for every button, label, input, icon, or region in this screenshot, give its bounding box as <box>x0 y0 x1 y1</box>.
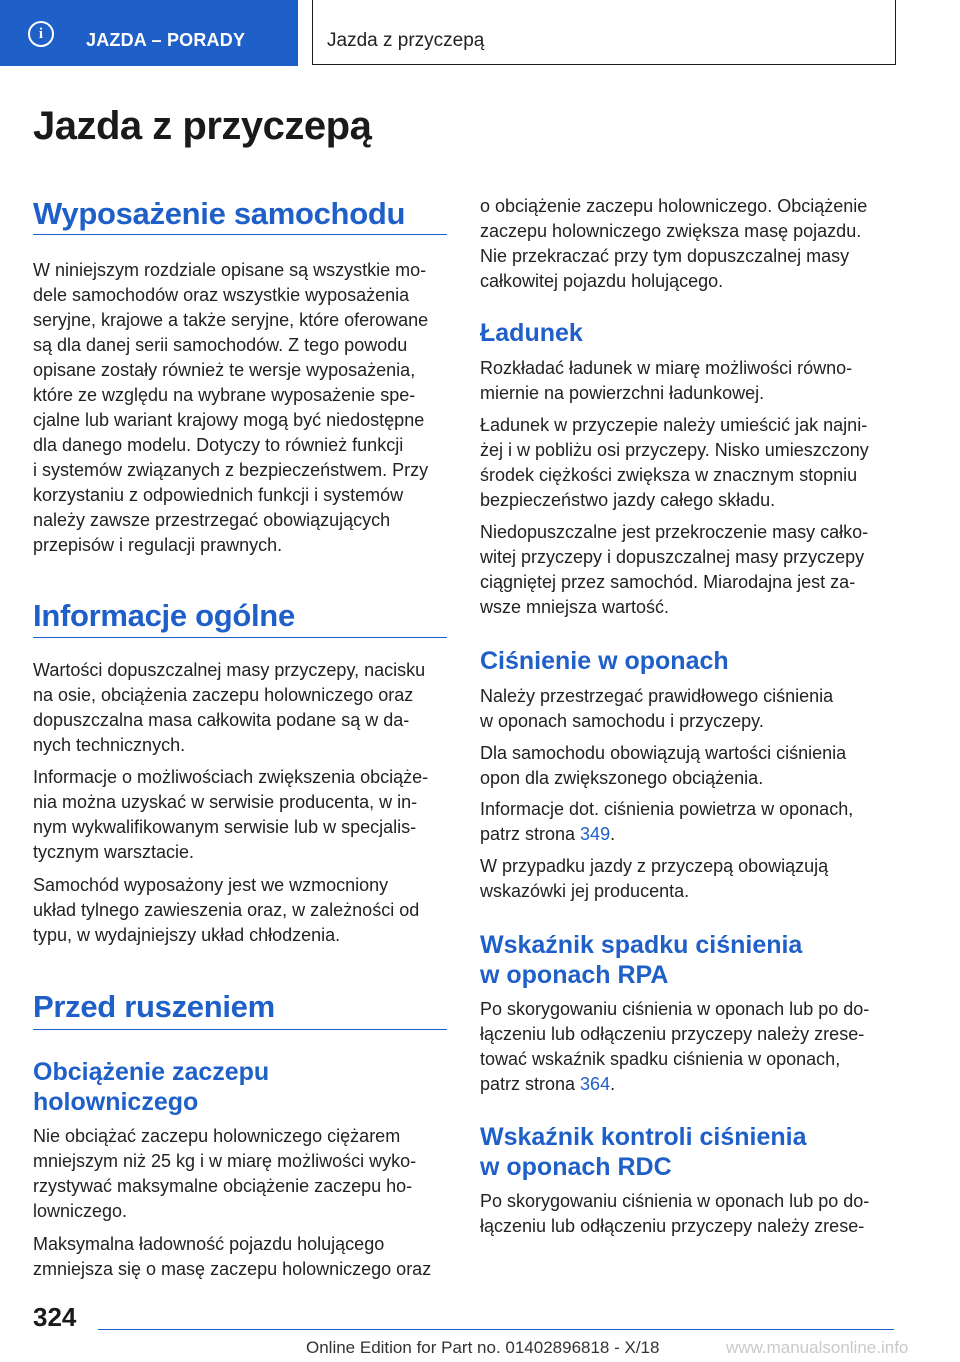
paragraph-continued: o obciążenie zaczepu holowniczego. Obciążenie zaczepu holowniczego zwiększa masę pojazdu. Nie przekraczać przy tym dopuszczalnej masy całkowitej pojazdu holującego. <box>480 196 868 291</box>
breadcrumb-label: Jazda z przyczepą <box>327 30 485 51</box>
heading-general: Informacje ogólne <box>33 598 295 633</box>
heading-rule <box>33 234 447 235</box>
paragraph-rdc: Po skorygowaniu ciśnienia w oponach lub po do- łączeniu lub odłączeniu przyczepy należy zrese- <box>480 1191 870 1236</box>
heading-rdc: Wskaźnik kontroli ciśnienia w oponach RDC <box>480 1123 807 1181</box>
heading-load: Ładunek <box>480 319 583 347</box>
paragraph-hitch-2: Maksymalna ładowność pojazdu holującego zmniejsza się o masę zaczepu holowniczego oraz <box>33 1234 432 1279</box>
section-tab-label: JAZDA – PORADY <box>86 30 246 50</box>
heading-rpa: Wskaźnik spadku ciśnienia w oponach RPA <box>480 931 803 989</box>
breadcrumb <box>312 0 896 65</box>
heading-rule <box>33 637 447 638</box>
paragraph-tire-4: W przypadku jazdy z przyczepą obowiązują wskazówki jej producenta. <box>480 856 829 901</box>
heading-rule <box>33 1029 447 1030</box>
paragraph-rpa-text: Po skorygowaniu ciśnienia w oponach lub po do- łączeniu lub odłączeniu przyczepy należy zrese- tować wskaźnik spadku ciśnienia w oponach, patrz strona <box>480 999 870 1094</box>
paragraph-tire-3-end: . <box>610 824 616 844</box>
info-icon: i <box>28 21 54 47</box>
paragraph-general-1: Wartości dopuszczalnej masy przyczepy, nacisku na osie, obciążenia zaczepu holowniczego oraz dopuszczalna masa całkowita podane są w da- nych technicznych. <box>33 660 426 755</box>
paragraph-general-3: Samochód wyposażony jest we wzmocniony układ tylnego zawieszenia oraz, w zależności od typu, w wydajniejszy układ chłodzenia. <box>33 875 420 945</box>
paragraph-tire-3 <box>480 797 894 847</box>
paragraph-hitch-1: Nie obciążać zaczepu holowniczego ciężarem mniejszym niż 25 kg i w miarę możliwości wyko- rzystywać maksymalne obciążenie zaczepu ho- lowniczego. <box>33 1126 417 1221</box>
paragraph-tire-1: Należy przestrzegać prawidłowego ciśnienia w oponach samochodu i przyczepy. <box>480 686 834 731</box>
paragraph-tire-2: Dla samochodu obowiązują wartości ciśnienia opon dla zwiększonego obciążenia. <box>480 743 847 788</box>
page-number: 324 <box>33 1302 77 1332</box>
footer-watermark: www.manualsonline.info <box>726 1338 909 1357</box>
paragraph-rpa <box>480 997 894 1097</box>
page-link-364[interactable]: 364 <box>580 1074 611 1094</box>
footer-rule <box>98 1329 894 1330</box>
page-link-349[interactable]: 349 <box>580 824 611 844</box>
page-title: Jazda z przyczepą <box>33 104 372 148</box>
heading-before-departure: Przed ruszeniem <box>33 989 275 1024</box>
footer-edition: Online Edition for Part no. 01402896818 - X/18 <box>306 1338 660 1357</box>
paragraph-general-2: Informacje o możliwościach zwiększenia obciąże- nia można uzyskać w serwisie producenta, w in- nym wykwalifikowanym serwisie lub w specjalis- tycznym warsztacie. <box>33 767 429 862</box>
paragraph-equipment: W niniejszym rozdziale opisane są wszystkie mo- dele samochodów oraz wszystkie wyposażenia seryjne, krajowe a także seryjne, które oferowane są dla danej serii samochodów. Z tego powodu opisane zostały również te wersje wyposażenia, które ze względu na wybrane wyposażenie spe- cjalne lub wariant krajowy mogą być niedostępne dla danego modelu. Dotyczy to również funkcji i systemów związanych z bezpieczeństwem. Przy korzystaniu z odpowiednich funkcji i systemów należy zawsze przestrzegać obowiązujących przepisów i regulacji prawnych. <box>33 260 429 555</box>
paragraph-load-1: Rozkładać ładunek w miarę możliwości równo- miernie na powierzchni ładunkowej. <box>480 358 853 403</box>
paragraph-load-3: Niedopuszczalne jest przekroczenie masy całko- witej przyczepy i dopuszczalnej masy przyczepy ciągniętej przez samochód. Miarodajna jest za- wsze mniejsza wartość. <box>480 522 869 617</box>
heading-equipment: Wyposażenie samochodu <box>33 196 406 231</box>
paragraph-load-2: Ładunek w przyczepie należy umieścić jak najni- żej i w pobliżu osi przyczepy. Nisko umieszczony środek ciężkości zwiększa w znacznym stopniu bezpieczeństwo jazdy całego składu. <box>480 415 869 510</box>
paragraph-tire-3-text: Informacje dot. ciśnienia powietrza w oponach, patrz strona <box>480 799 854 844</box>
section-tab <box>0 0 298 66</box>
heading-hitch-load: Obciążenie zaczepu holowniczego <box>33 1058 270 1116</box>
paragraph-rpa-end: . <box>610 1074 616 1094</box>
heading-tire-pressure: Ciśnienie w oponach <box>480 647 729 675</box>
